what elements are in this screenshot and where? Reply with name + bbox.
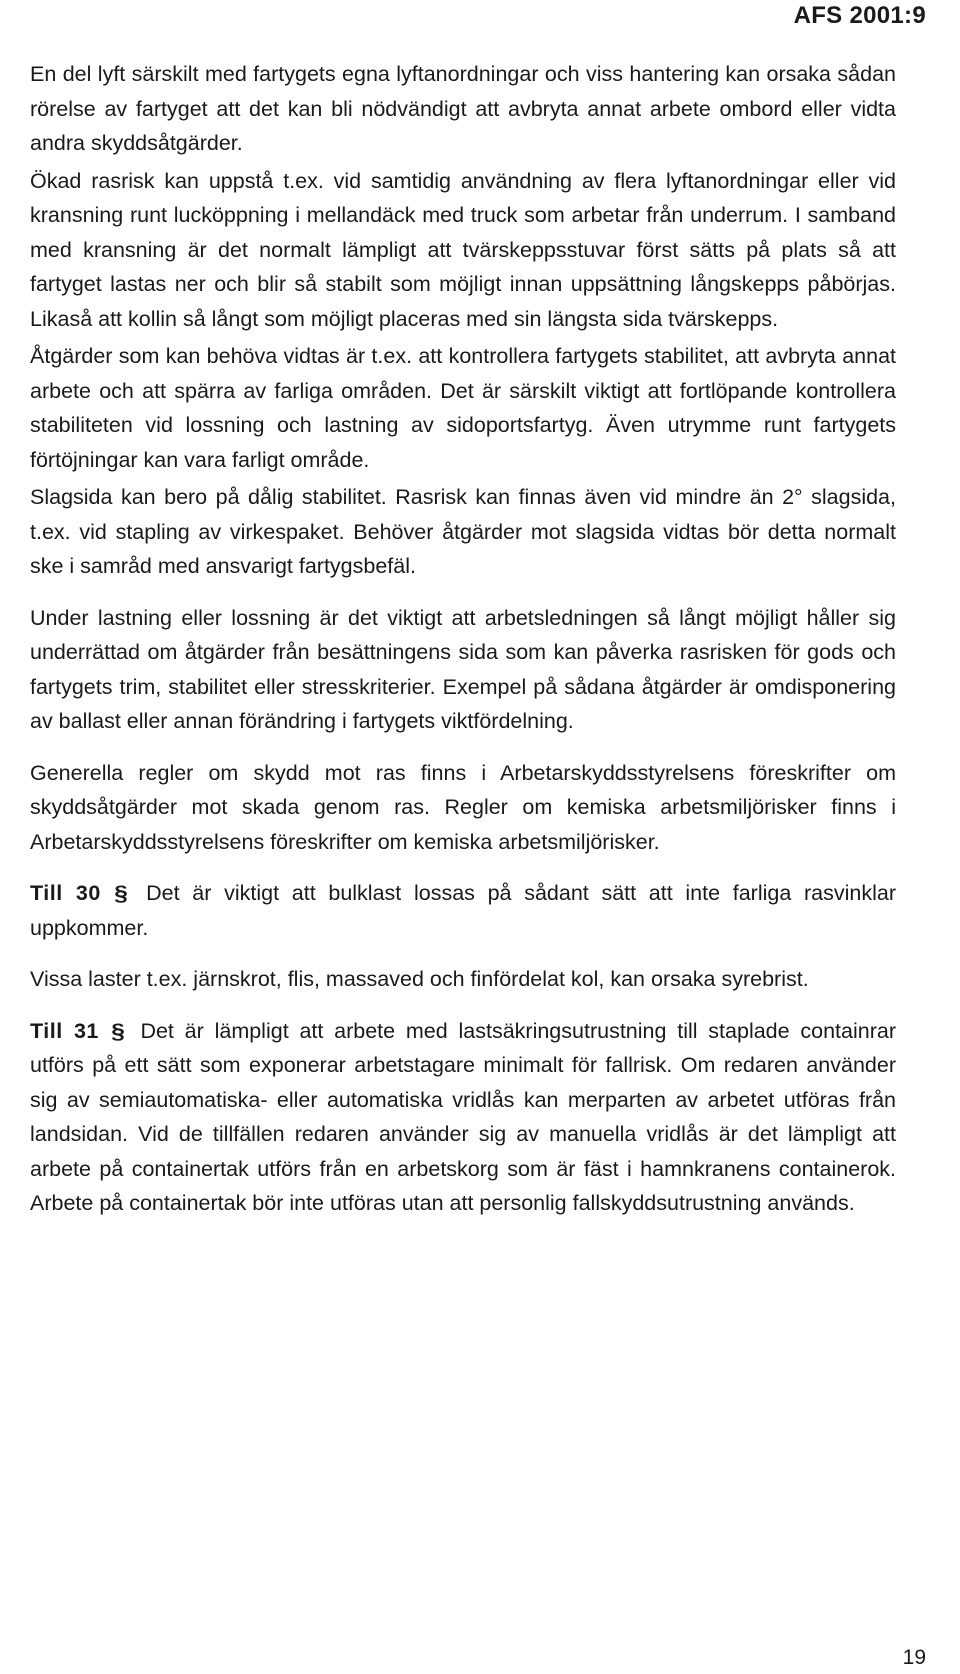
paragraph-general-rules: Generella regler om skydd mot ras finns i Arbetarskyddsstyrelsens föreskrifter om skyddsåtgärder mot skada genom ras. Regler om kemiska arbetsmiljörisker finns i Arbetarskyddsstyrelsens föreskrifter om kemiska arbetsmiljörisker. bbox=[30, 760, 896, 854]
section-till-31 bbox=[30, 1014, 896, 1221]
section-text-till-31: Det är lämpligt att arbete med lastsäkringsutrustning till staplade containrar utförs på ett sätt som exponerar arbetstagare minimalt för fallrisk. Om redaren använder sig av semiautomatiska- eller automatiska vridlås kan merparten av arbetet utföras från landsidan. Vid de tillfällen redaren använder sig av manuella vridlås är det lämpligt att arbete på containertak utförs från en arbetskorg som är fäst i hamnkranens containerok. Arbete på containertak bör inte utföras utan att personlig fallskyddsutrustning används. bbox=[30, 1018, 896, 1215]
paragraph-oxygen-deficiency: Vissa laster t.ex. järnskrot, flis, massaved och finfördelat kol, kan orsaka syrebrist. bbox=[30, 967, 809, 991]
paragraph-collapse-risk: Ökad rasrisk kan uppstå t.ex. vid samtidig användning av flera lyftanordningar eller vid kransning runt lucköppning i mellandäck med truck som arbetar från underrum. I samband med kransning är det normalt lämpligt att tvärskeppsstuvar först sätts på plats så att fartyget lastas ner och blir så stabilt som möjligt innan uppsättning långskepps påbörjas. Likaså att kollin så långt som möjligt placeras med sin längsta sida tvärskepps. bbox=[30, 168, 896, 331]
page-number: 19 bbox=[902, 1646, 926, 1669]
section-text-till-30: Det är viktigt att bulklast lossas på sådant sätt att inte farliga rasvinklar uppkommer. bbox=[30, 881, 896, 940]
section-till-30 bbox=[30, 876, 896, 945]
section-label-till-31: Till 31 bbox=[30, 1018, 99, 1043]
paragraph-lifting: En del lyft särskilt med fartygets egna lyftanordningar och viss hantering kan orsaka sådan rörelse av fartyget att det kan bli nödvändigt att avbryta annat arbete ombord eller vidta andra skyddsåtgärder. bbox=[30, 62, 896, 155]
paragraph-list: Slagsida kan bero på dålig stabilitet. Rasrisk kan finnas även vid mindre än 2° slagsida, t.ex. vid stapling av virkespaket. Behöver åtgärder mot slagsida vidtas bör detta normalt ske i samråd med ansvarigt fartygsbefäl. bbox=[30, 485, 896, 578]
paragraph-measures: Åtgärder som kan behöva vidtas är t.ex. att kontrollera fartygets stabilitet, att avbryta annat arbete och att spärra av farliga områden. Det är särskilt viktigt att fortlöpande kontrollera stabiliteten vid lossning och lastning av sidoportsfartyg. Även utrymme runt fartygets förtöjningar kan vara farligt område. bbox=[30, 344, 896, 472]
document-body bbox=[30, 57, 896, 1238]
paragraph-sign: § bbox=[114, 881, 129, 905]
paragraph-sign: § bbox=[110, 1018, 125, 1043]
document-code-header: AFS 2001:9 bbox=[793, 2, 926, 29]
paragraph-loading: Under lastning eller lossning är det viktigt att arbetsledningen så långt möjligt håller sig underrättad om åtgärder från besättningens sida som kan påverka rasrisken för gods och fartygets trim, stabilitet eller stresskriterier. Exempel på sådana åtgärder är omdisponering av ballast eller annan förändring i fartygets viktfördelning. bbox=[30, 605, 896, 733]
section-label-till-30: Till 30 bbox=[30, 881, 101, 905]
